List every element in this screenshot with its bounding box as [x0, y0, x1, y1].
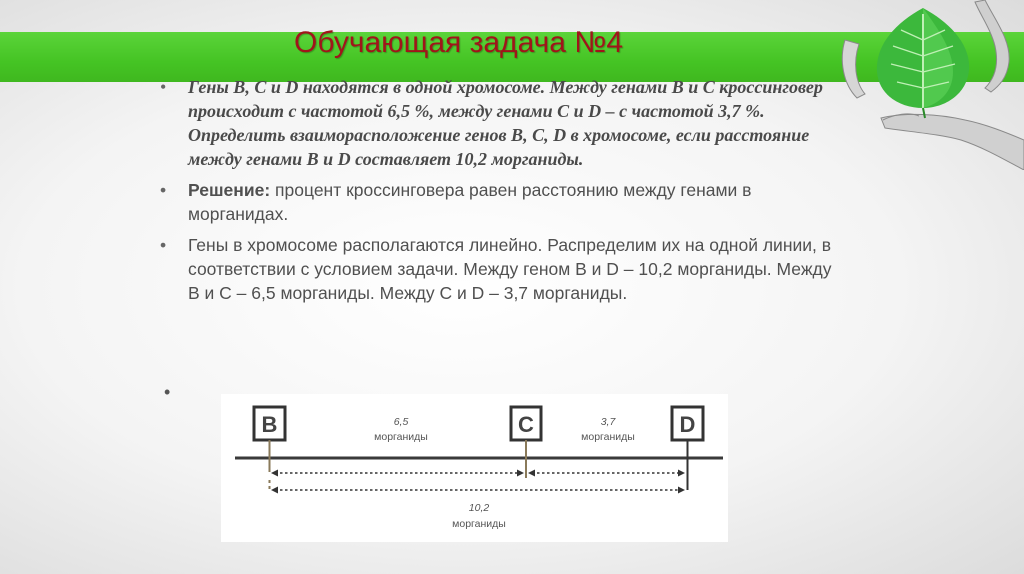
bullet-icon: •	[160, 235, 167, 255]
task-bullet	[160, 75, 840, 171]
bullet-icon: •	[160, 77, 167, 97]
explanation-text: Гены в хромосоме располагаются линейно. Распределим их на одной линии, в соответствии с условием задачи. Между геном B и D – 10,2 морганиды. Между B и C – 6,5 морганиды. Между C и D – 3,7 морганиды.	[188, 235, 832, 303]
slide-title: Обучающая задача №4	[294, 26, 624, 59]
slide-content	[160, 75, 840, 312]
empty-bullet: •	[164, 382, 171, 402]
solution-label: Решение:	[188, 180, 271, 200]
distance-bd-unit: морганиды	[452, 518, 506, 530]
gene-b-label: B	[261, 412, 278, 437]
gene-c-label: C	[518, 412, 534, 437]
distance-bc-unit: морганиды	[374, 431, 428, 443]
gene-d-label: D	[679, 412, 696, 437]
solution-text: процент кроссинговера равен расстоянию между генами в морганидах.	[188, 180, 752, 224]
distance-bc-value: 6,5	[393, 416, 409, 428]
distance-bd-value: 10,2	[468, 502, 490, 514]
task-text: Гены B, C и D находятся в одной хромосоме. Между генами B и C кроссинговер происходит с частотой 6,5 %, между генами C и D – с частотой 3,7 %. Определить взаиморасположение генов B, C, D в хромосоме, если расстояние между генами B и D составляет 10,2 морганиды.	[188, 77, 823, 169]
explanation-bullet	[160, 233, 840, 305]
solution-bullet	[160, 178, 840, 226]
leaf-in-hands-icon	[835, 0, 1024, 170]
distance-cd-unit: морганиды	[581, 431, 635, 443]
distance-cd-value: 3,7	[600, 416, 616, 428]
gene-map-diagram	[221, 394, 728, 542]
bullet-icon: •	[160, 180, 167, 200]
